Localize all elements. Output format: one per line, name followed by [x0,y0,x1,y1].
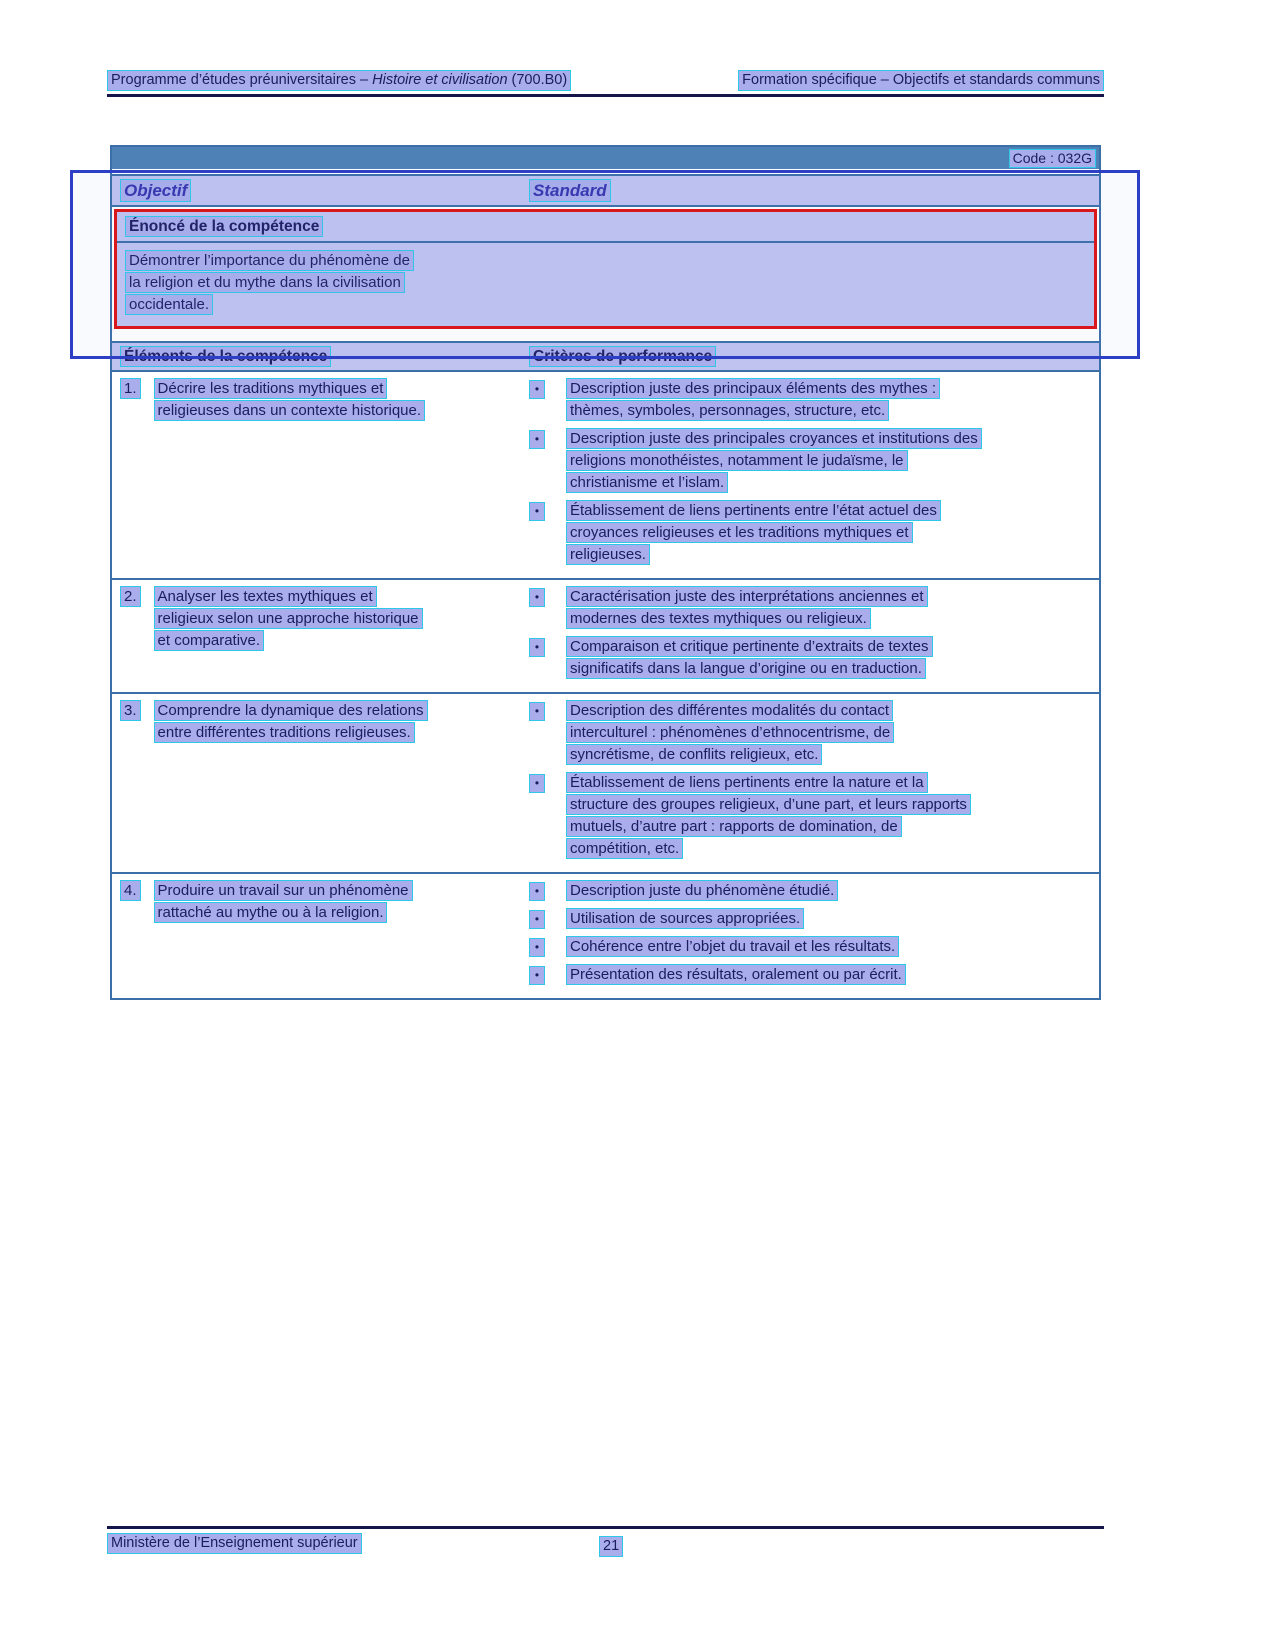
text-line: Établissement de liens pertinents entre l’état actuel des [566,500,941,521]
page-header [107,70,1104,97]
text-line: occidentale. [125,294,213,315]
header-program-text: Programme d’études préuniversitaires – [111,72,373,88]
text-line: Analyser les textes mythiques et [154,586,377,607]
element-text [154,586,423,651]
element-text [154,378,426,421]
text-line: religions monothéistes, notamment le judaïsme, le [566,450,908,471]
bullet-icon: • [529,882,545,901]
criteria-text [566,636,933,679]
text-line: Description des différentes modalités du contact [566,700,893,721]
criteria-item [529,636,1099,679]
text-line: interculturel : phénomènes d’ethnocentrisme, de [566,722,894,743]
elements-criteres-row [112,341,1099,372]
criteria-item [529,880,1099,901]
bullet-icon: • [529,502,545,521]
text-line: Présentation des résultats, oralement ou par écrit. [566,964,906,985]
bullet-icon: • [529,910,545,929]
text-line: Utilisation de sources appropriées. [566,908,804,929]
code-badge: Code : 032G [1009,149,1096,168]
text-line: Démontrer l’importance du phénomène de [125,250,414,271]
criteria-item [529,908,1099,929]
criteria-text [566,908,804,929]
table-row [112,372,1099,578]
text-line: Produire un travail sur un phénomène [154,880,413,901]
text-line: la religion et du mythe dans la civilisation [125,272,405,293]
bullet-icon: • [529,938,545,957]
table-row [112,872,1099,998]
text-line: syncrétisme, de conflits religieux, etc. [566,744,822,765]
text-line: rattaché au mythe ou à la religion. [154,902,388,923]
table-row [112,692,1099,872]
text-line: compétition, etc. [566,838,683,859]
criteria-item [529,428,1099,493]
text-line: significatifs dans la langue d’origine ou en traduction. [566,658,926,679]
enonce-body [117,243,1094,326]
header-right [738,70,1104,91]
competence-rows [112,372,1099,998]
text-line: Cohérence entre l’objet du travail et les résultats. [566,936,899,957]
criteria-text [566,500,941,565]
text-line: christianisme et l’islam. [566,472,728,493]
element-cell [112,880,522,985]
header-left [107,70,571,91]
bullet-icon: • [529,430,545,449]
criteria-cell [522,700,1099,859]
text-line: Description juste des principales croyances et institutions des [566,428,982,449]
header-section-title: Formation spécifique – Objectifs et standards communs [738,70,1104,91]
element-cell [112,700,522,859]
objectif-header: Objectif [120,179,191,202]
text-line: Description juste des principaux éléments des mythes : [566,378,940,399]
criteria-item [529,586,1099,629]
objectif-cell [112,179,522,202]
standard-cell [522,179,1099,202]
text-line: et comparative. [154,630,265,651]
text-line: modernes des textes mythiques ou religieux. [566,608,871,629]
criteria-item [529,964,1099,985]
elements-header-cell [112,346,522,367]
standard-header: Standard [529,179,611,202]
text-line: Établissement de liens pertinents entre la nature et la [566,772,928,793]
criteria-text [566,772,971,859]
text-line: religieuses dans un contexte historique. [154,400,426,421]
code-band [112,147,1099,169]
criteria-item [529,378,1099,421]
criteria-text [566,378,940,421]
element-number: 3. [120,700,141,721]
element-number: 4. [120,880,141,901]
text-line: Description juste du phénomène étudié. [566,880,838,901]
spacer [112,331,1099,341]
enonce-title-row [117,212,1094,243]
text-line: croyances religieuses et les traditions mythiques et [566,522,913,543]
bullet-icon: • [529,774,545,793]
criteria-item [529,700,1099,765]
text-line: Comparaison et critique pertinente d’extraits de textes [566,636,933,657]
enonce-box [114,209,1097,329]
bullet-icon: • [529,380,545,399]
element-cell [112,586,522,679]
criteria-item [529,772,1099,859]
criteria-cell [522,586,1099,679]
element-number: 2. [120,586,141,607]
criteres-header: Critères de performance [529,346,716,367]
criteria-cell [522,378,1099,565]
criteria-text [566,586,928,629]
competence-table [110,145,1101,1000]
text-line: entre différentes traditions religieuses. [154,722,415,743]
criteria-item [529,500,1099,565]
elements-header: Éléments de la compétence [120,346,331,367]
criteria-text [566,936,899,957]
criteria-cell [522,880,1099,985]
bullet-icon: • [529,702,545,721]
criteria-text [566,428,982,493]
text-line: religieuses. [566,544,650,565]
text-line: mutuels, d’autre part : rapports de domination, de [566,816,902,837]
enonce-title: Énoncé de la compétence [125,216,323,237]
text-line: thèmes, symboles, personnages, structure, etc. [566,400,889,421]
bullet-icon: • [529,966,545,985]
text-line: Caractérisation juste des interprétations anciennes et [566,586,928,607]
text-line: structure des groupes religieux, d’une part, et leurs rapports [566,794,971,815]
enonce-text [125,250,1086,315]
table-row [112,578,1099,692]
criteres-header-cell [522,346,1099,367]
element-cell [112,378,522,565]
header-course-name: Histoire et civilisation [372,72,508,88]
header-course-code: (700.B0) [507,72,568,88]
element-text [154,880,413,923]
criteria-item [529,936,1099,957]
element-text [154,700,428,743]
footer-ministry: Ministère de l’Enseignement supérieur [107,1533,362,1554]
element-number: 1. [120,378,141,399]
criteria-text [566,700,894,765]
objectif-standard-row [112,174,1099,207]
page-footer [107,1526,1104,1554]
text-line: religieux selon une approche historique [154,608,423,629]
header-course-title [107,70,571,91]
bullet-icon: • [529,638,545,657]
criteria-text [566,880,838,901]
criteria-text [566,964,906,985]
bullet-icon: • [529,588,545,607]
text-line: Décrire les traditions mythiques et [154,378,388,399]
enonce-section [112,207,1099,331]
page-number: 21 [599,1536,623,1557]
text-line: Comprendre la dynamique des relations [154,700,428,721]
